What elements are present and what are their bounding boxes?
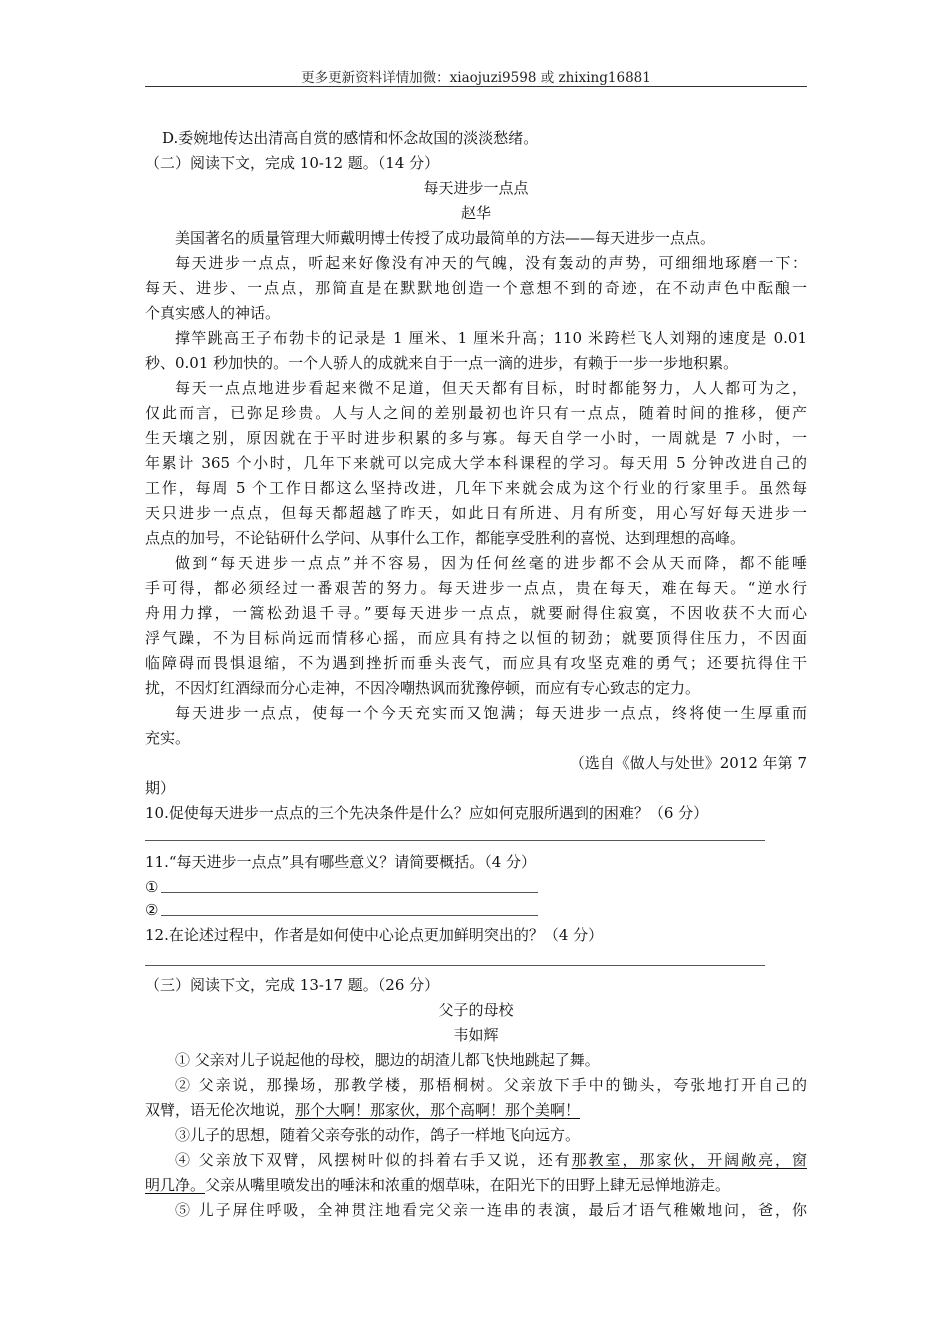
s2-paragraph-4-line: 点点的加号，不论钻研什么学问、从事什么工作，都能享受胜利的喜悦、达到理想的高峰。	[145, 529, 746, 547]
s2-paragraph-5-line: 手可得，都必须经过一番艰苦的努力。每天进步一点点，贵在每天，难在每天。“逆水行	[145, 579, 807, 597]
s3-paragraph-5-line: ⑤ 儿子屏住呼吸，全神贯注地看完父亲一连串的表演，最后才语气稚嫩地问，爸，你	[175, 1201, 807, 1219]
s3-paragraph-2-line: ② 父亲说，那操场，那教学楼，那梧桐树。父亲放下手中的锄头，夸张地打开自己的	[175, 1076, 807, 1094]
section3-intro: （三）阅读下文，完成 13-17 题。（26 分）	[145, 976, 440, 994]
s2-paragraph-4-line: 天只进步一点点，但每天都超越了昨天，如此日有所进、月有所变，用心写好每天进步一	[145, 504, 807, 522]
s2-paragraph-5-line: 扰，不因灯红酒绿而分心走神，不因冷嘲热讽而犹豫停顿，而应有专心致志的定力。	[145, 679, 701, 697]
question-10: 10.促使每天进步一点点的三个先决条件是什么？应如何克服所遇到的困难？（6 分）	[145, 804, 709, 822]
s3-paragraph-4-line	[175, 1150, 807, 1170]
s2-paragraph-4-line: 生天壤之别，原因就在于平时进步积累的多与寡。每天自学一小时，一周就是 7 小时，一	[145, 429, 807, 447]
s2-paragraph-6-line: 充实。	[145, 729, 191, 747]
answer-line-12[interactable]	[145, 965, 765, 966]
underlined-description: 那教室，那家伙，开阔敞亮，窗	[571, 1151, 807, 1169]
section3-author: 韦如辉	[453, 1026, 499, 1044]
s2-paragraph-5-line: 浮气躁，不为目标尚远而情移心摇，而应具有持之以恒的韧劲；就要顶得住压力，不因面	[145, 629, 807, 647]
s3-p2-text: 双臂，语无伦次地说，	[145, 1101, 296, 1119]
s2-paragraph-2-line: 每天进步一点点，听起来好像没有冲天的气魄，没有轰动的声势，可细细地琢磨一下：	[175, 254, 807, 272]
s2-paragraph-4-line: 工作，每周 5 个工作日都这么坚持改进，几年下来就会成为这个行业的行家里手。虽然每	[145, 479, 807, 497]
page-header: 更多更新资料详情加微：xiaojuzi9598 或 zhixing16881	[301, 70, 651, 86]
section3-title: 父子的母校	[438, 1001, 514, 1019]
s3-paragraph-4-line	[145, 1175, 807, 1195]
s2-paragraph-1: 美国著名的质量管理大师戴明博士传授了成功最简单的方法——每天进步一点点。	[175, 229, 716, 247]
source-citation: （选自《做人与处世》2012 年第 7	[569, 754, 807, 772]
s2-paragraph-5-line: 临障碍而畏惧退缩，不为遇到挫折而垂头丧气，而应具有攻坚克难的勇气；还要抗得住干	[145, 654, 807, 672]
s3-paragraph-3: ③儿子的思想，随着父亲夸张的动作，鸽子一样地飞向远方。	[175, 1126, 581, 1144]
answer-line-11-1[interactable]	[161, 892, 538, 893]
source-citation-cont: 期）	[145, 779, 176, 797]
section2-title: 每天进步一点点	[423, 179, 529, 197]
section2-author: 赵华	[460, 204, 491, 222]
s2-paragraph-6-line: 每天进步一点点，使每一个今天充实而又饱满；每天进步一点点，终将使一生厚重而	[175, 704, 807, 722]
s2-paragraph-4-line: 仅此而言，已弥足珍贵。人与人之间的差别最初也许只有一点点，随着时间的推移，便产	[145, 404, 807, 422]
section2-intro: （二）阅读下文，完成 10-12 题。（14 分）	[145, 154, 440, 172]
s2-paragraph-3-line: 撑竿跳高王子布勃卡的记录是 1 厘米、1 厘米升高；110 米跨栏飞人刘翔的速度是 0.01	[175, 329, 807, 347]
answer-marker-2: ②	[145, 901, 159, 919]
s3-p4-text: 父亲从嘴里喷发出的唾沫和浓重的烟草味，在阳光下的田野上肆无忌惮地游走。	[205, 1176, 731, 1194]
underlined-quote: 那个大啊！那家伙，那个高啊！那个美啊！	[295, 1101, 581, 1119]
s3-p4-text: ④ 父亲放下双臂，风摆树叶似的抖着右手又说，还有	[175, 1151, 572, 1169]
option-d: D.委婉地传达出清高自赏的感情和怀念故国的淡淡愁绪。	[162, 129, 539, 147]
s2-paragraph-2-line: 每天、进步、一点点，那简直是在默默地创造一个意想不到的奇迹，在不动声色中酝酿一	[145, 279, 807, 297]
s2-paragraph-2-line: 个真实感人的神话。	[145, 304, 281, 322]
s2-paragraph-3-line: 秒、0.01 秒加快的。一个人骄人的成就来自于一点一滴的进步，有赖于一步一步地积累。	[145, 354, 739, 372]
header-divider	[145, 86, 807, 87]
question-12: 12.在论述过程中，作者是如何使中心论点更加鲜明突出的？（4 分）	[145, 926, 604, 944]
underlined-description-cont: 明几净。	[145, 1176, 206, 1194]
answer-line-11-2[interactable]	[161, 915, 538, 916]
answer-line-10[interactable]	[145, 840, 765, 841]
s2-paragraph-5-line: 做到“每天进步一点点”并不容易，因为任何丝毫的进步都不会从天而降，都不能唾	[175, 554, 807, 572]
s3-paragraph-2-line	[145, 1100, 807, 1120]
answer-marker-1: ①	[145, 878, 159, 896]
s3-paragraph-1: ① 父亲对儿子说起他的母校，腮边的胡渣儿都飞快地跳起了舞。	[175, 1051, 600, 1069]
s2-paragraph-4-line: 年累计 365 个小时，几年下来就可以完成大学本科课程的学习。每天用 5 分钟改进自己的	[145, 454, 807, 472]
question-11: 11.“每天进步一点点”具有哪些意义？请简要概括。（4 分）	[145, 853, 537, 871]
s2-paragraph-4-line: 每天一点点地进步看起来微不足道，但天天都有目标，时时都能努力，人人都可为之，	[175, 379, 807, 397]
s2-paragraph-5-line: 舟用力撑，一篙松劲退千寻。”要每天进步一点点，就要耐得住寂寞，不因收获不大而心	[145, 604, 807, 622]
